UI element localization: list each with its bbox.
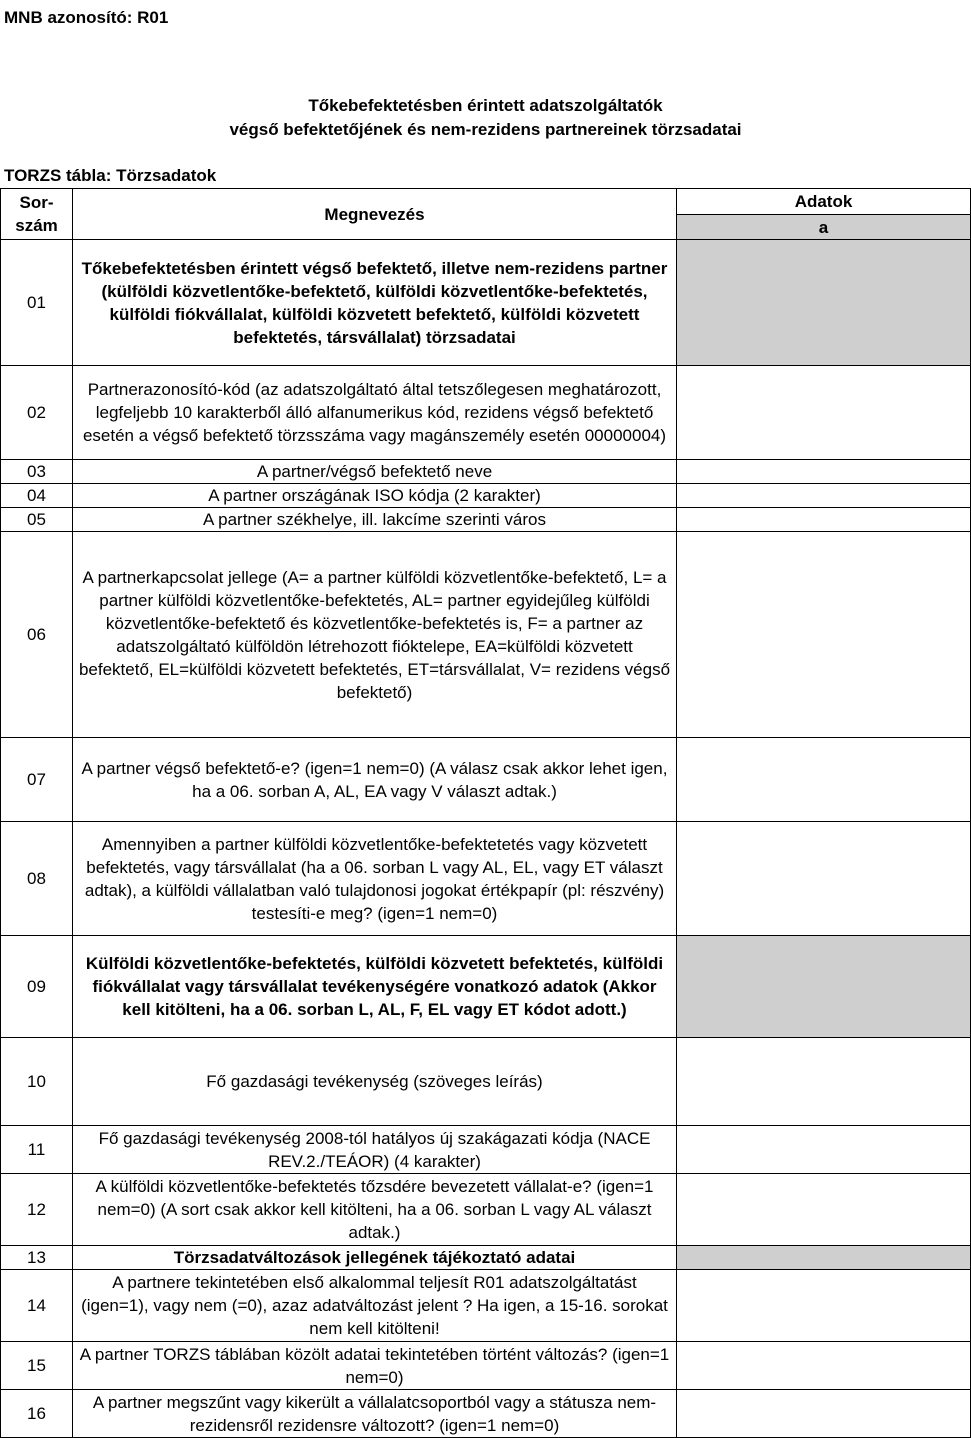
row-description: Külföldi közvetlentőke-befektetés, külföldi közvetett befektetés, külföldi fiókvállalat vagy társvállalat tevékenységére vonatkozó adatok (Akkor kell kitölteni, ha a 06. sorban L, AL, F, EL vagy ET kódot adott.) bbox=[73, 936, 677, 1038]
row-value-cell[interactable] bbox=[677, 822, 971, 936]
column-header-data-sub: a bbox=[677, 215, 971, 240]
column-header-row-number bbox=[1, 189, 73, 240]
form-title bbox=[0, 94, 971, 142]
row-number: 16 bbox=[1, 1390, 73, 1438]
table-row bbox=[1, 1246, 971, 1270]
table-row bbox=[1, 484, 971, 508]
row-value-cell[interactable] bbox=[677, 1270, 971, 1342]
row-description: A partner országának ISO kódja (2 karakter) bbox=[73, 484, 677, 508]
row-value-cell[interactable] bbox=[677, 738, 971, 822]
row-value-cell[interactable] bbox=[677, 1038, 971, 1126]
row-number: 09 bbox=[1, 936, 73, 1038]
row-value-cell[interactable] bbox=[677, 508, 971, 532]
row-value-cell bbox=[677, 240, 971, 366]
row-number: 14 bbox=[1, 1270, 73, 1342]
table-row bbox=[1, 936, 971, 1038]
row-value-cell bbox=[677, 1246, 971, 1270]
column-header-row-number-line-1: Sor- bbox=[19, 193, 54, 212]
row-number: 11 bbox=[1, 1126, 73, 1174]
row-value-cell[interactable] bbox=[677, 366, 971, 460]
row-value-cell[interactable] bbox=[677, 484, 971, 508]
table-row bbox=[1, 1270, 971, 1342]
table-row bbox=[1, 1174, 971, 1246]
row-number: 07 bbox=[1, 738, 73, 822]
row-description: A partner TORZS táblában közölt adatai tekintetében történt változás? (igen=1 nem=0) bbox=[73, 1342, 677, 1390]
row-value-cell[interactable] bbox=[677, 1126, 971, 1174]
row-number: 01 bbox=[1, 240, 73, 366]
row-value-cell[interactable] bbox=[677, 1390, 971, 1438]
table-row bbox=[1, 460, 971, 484]
row-description: A külföldi közvetlentőke-befektetés tőzsdére bevezetett vállalat-e? (igen=1 nem=0) (A sort csak akkor kell kitölteni, ha a 06. sorban L vagy AL választ adtak.) bbox=[73, 1174, 677, 1246]
row-number: 10 bbox=[1, 1038, 73, 1126]
table-row bbox=[1, 1126, 971, 1174]
form-title-line-1: Tőkebefektetésben érintett adatszolgáltatók bbox=[308, 96, 663, 115]
row-value-cell[interactable] bbox=[677, 532, 971, 738]
column-header-row-number-line-2: szám bbox=[15, 216, 58, 235]
table-row bbox=[1, 508, 971, 532]
row-number: 04 bbox=[1, 484, 73, 508]
row-description: A partnere tekintetében első alkalommal teljesít R01 adatszolgáltatást (igen=1), vagy nem (=0), azaz adatváltozást jelent ? Ha igen, a 15-16. sorokat nem kell kitölteni! bbox=[73, 1270, 677, 1342]
row-description: A partner végső befektető-e? (igen=1 nem=0) (A válasz csak akkor lehet igen, ha a 06. sorban A, AL, EA vagy V választ adtak.) bbox=[73, 738, 677, 822]
row-number: 05 bbox=[1, 508, 73, 532]
row-number: 15 bbox=[1, 1342, 73, 1390]
row-value-cell[interactable] bbox=[677, 460, 971, 484]
row-value-cell[interactable] bbox=[677, 1342, 971, 1390]
table-row bbox=[1, 366, 971, 460]
row-description: A partner székhelye, ill. lakcíme szerinti város bbox=[73, 508, 677, 532]
row-description: Törzsadatváltozások jellegének tájékoztató adatai bbox=[73, 1246, 677, 1270]
master-data-table bbox=[0, 188, 971, 1438]
row-number: 08 bbox=[1, 822, 73, 936]
row-number: 03 bbox=[1, 460, 73, 484]
row-description: A partnerkapcsolat jellege (A= a partner külföldi közvetlentőke-befektető, L= a partner külföldi közvetlentőke-befektetés, AL= partner egyidejűleg külföldi közvetlentőke-befektető és közvetlentőke-befektetés is, F= a partner az adatszolgáltató külföldön létrehozott fióktelepe, EA=külföldi közvetett befektető, EL=külföldi közvetett befektetés, ET=társvállalat, V= rezidens végső befektető) bbox=[73, 532, 677, 738]
form-title-line-2: végső befektetőjének és nem-rezidens partnereinek törzsadatai bbox=[229, 120, 742, 139]
row-description: A partner megszűnt vagy kikerült a vállalatcsoportból vagy a státusza nem-rezidensről rezidensre változott? (igen=1 nem=0) bbox=[73, 1390, 677, 1438]
row-description: Tőkebefektetésben érintett végső befektető, illetve nem-rezidens partner (külföldi közvetlentőke-befektető, külföldi közvetlentőke-befektetés, külföldi fiókvállalat, külföldi közvetett befektető, külföldi közvetett befektetés, társvállalat) törzsadatai bbox=[73, 240, 677, 366]
table-row bbox=[1, 822, 971, 936]
table-row bbox=[1, 1390, 971, 1438]
row-description: A partner/végső befektető neve bbox=[73, 460, 677, 484]
form-code: MNB azonosító: R01 bbox=[4, 8, 169, 27]
row-number: 13 bbox=[1, 1246, 73, 1270]
row-value-cell bbox=[677, 936, 971, 1038]
column-header-data: Adatok bbox=[677, 189, 971, 215]
table-row bbox=[1, 1038, 971, 1126]
row-description: Fő gazdasági tevékenység 2008-tól hatályos új szakágazati kódja (NACE REV.2./TEÁOR) (4 karakter) bbox=[73, 1126, 677, 1174]
table-row bbox=[1, 532, 971, 738]
table-row bbox=[1, 240, 971, 366]
row-description: Fő gazdasági tevékenység (szöveges leírás) bbox=[73, 1038, 677, 1126]
row-number: 02 bbox=[1, 366, 73, 460]
table-row bbox=[1, 738, 971, 822]
row-description: Amennyiben a partner külföldi közvetlentőke-befektetetés vagy közvetett befektetés, vagy társvállalat (ha a 06. sorban L vagy AL, EL, vagy ET választ adtak), a külföldi vállalatban való tulajdonosi jogokat értékpapír (pl: részvény) testesíti-e meg? (igen=1 nem=0) bbox=[73, 822, 677, 936]
row-number: 06 bbox=[1, 532, 73, 738]
table-row bbox=[1, 1342, 971, 1390]
row-number: 12 bbox=[1, 1174, 73, 1246]
column-header-name: Megnevezés bbox=[73, 189, 677, 240]
row-description: Partnerazonosító-kód (az adatszolgáltató által tetszőlegesen meghatározott, legfeljebb 10 karakterből álló alfanumerikus kód, rezidens végső befektető esetén a végső befektető törzsszáma vagy magánszemély esetén 00000004) bbox=[73, 366, 677, 460]
table-caption: TORZS tábla: Törzsadatok bbox=[4, 166, 217, 185]
row-value-cell[interactable] bbox=[677, 1174, 971, 1246]
